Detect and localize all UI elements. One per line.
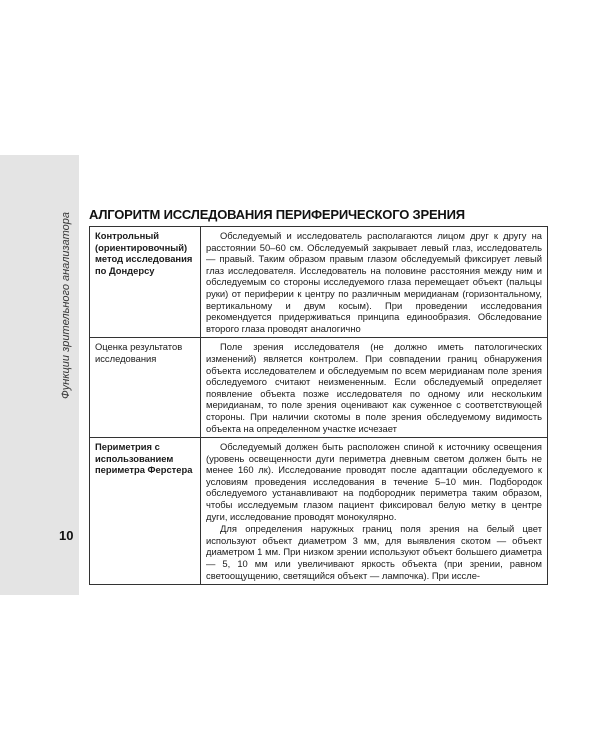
table-row (90, 338, 548, 438)
description-paragraph: Поле зрения исследователя (не должно иметь патологических изменений) является контролем. При совпадении границ обнаружения объекта исследователем и обследуемым по всем меридианам поле зрения обследуемого считают неизмененным. Если обследуемый определяет появление объекта позже исследователя по одному или нескольким меридианам, то поле зрения оценивают как суженное с соответствующей стороны. При наличии скотомы в поле зрения обследуемому видимость объекта на определенном участке исчезает (206, 341, 542, 434)
description-cell (201, 338, 548, 438)
description-paragraph: Для определения наружных границ поля зрения на белый цвет используют объект диаметром 3 мм, для выявления скотом — объект диаметром 1 мм. При низком зрении используют объект большего диаметра — 5, 10 мм или увеличивают яркость объекта (при зрении, равном светоощущению, светящийся объект — лампочка). При иссле- (206, 523, 542, 581)
description-paragraph: Обследуемый и исследователь располагаются лицом друг к другу на расстоянии 50–60 см. Обследуемый закрывает левый глаз, исследователь — правый. Таким образом правым глазом обследуемый фиксирует левый глаз исследователя. Исследователь на половине расстояния между ним и обследуемым со стороны исследуемого глаза перемещает объект (пальцы руки) от периферии к центру по различным меридианам (горизонтальному, вертикальному и двум косым). При проведении исследования рекомендуется придерживаться принципа единообразия. Обследование второго глаза проводят аналогично (206, 230, 542, 334)
description-cell (201, 438, 548, 585)
section-title: АЛГОРИТМ ИССЛЕДОВАНИЯ ПЕРИФЕРИЧЕСКОГО ЗРЕНИЯ (89, 207, 465, 222)
table-row (90, 438, 548, 585)
method-cell: Контрольный (ориентировочный) метод исследования по Дондерсу (90, 227, 201, 338)
description-cell (201, 227, 548, 338)
page-number: 10 (59, 528, 74, 543)
running-title-text: Функции зрительного анализатора (60, 212, 72, 399)
method-cell: Периметрия с использованием периметра Ферстера (90, 438, 201, 585)
method-cell: Оценка результатов исследования (90, 338, 201, 438)
description-paragraph: Обследуемый должен быть расположен спиной к источнику освещения (уровень освещенности дуги периметра дневным светом должен быть не менее 160 лк). Исследование проводят после адаптации обследуемого к условиям проведения исследования в течение 5–10 мин. Подбородок обследуемого устанавливают на подбородник периметра таким образом, чтобы исследуемым глазом пациент фиксировал белую метку в центре дуги, исследование проводят монокулярно. (206, 441, 542, 522)
table-row (90, 227, 548, 338)
algorithm-table (89, 226, 548, 585)
